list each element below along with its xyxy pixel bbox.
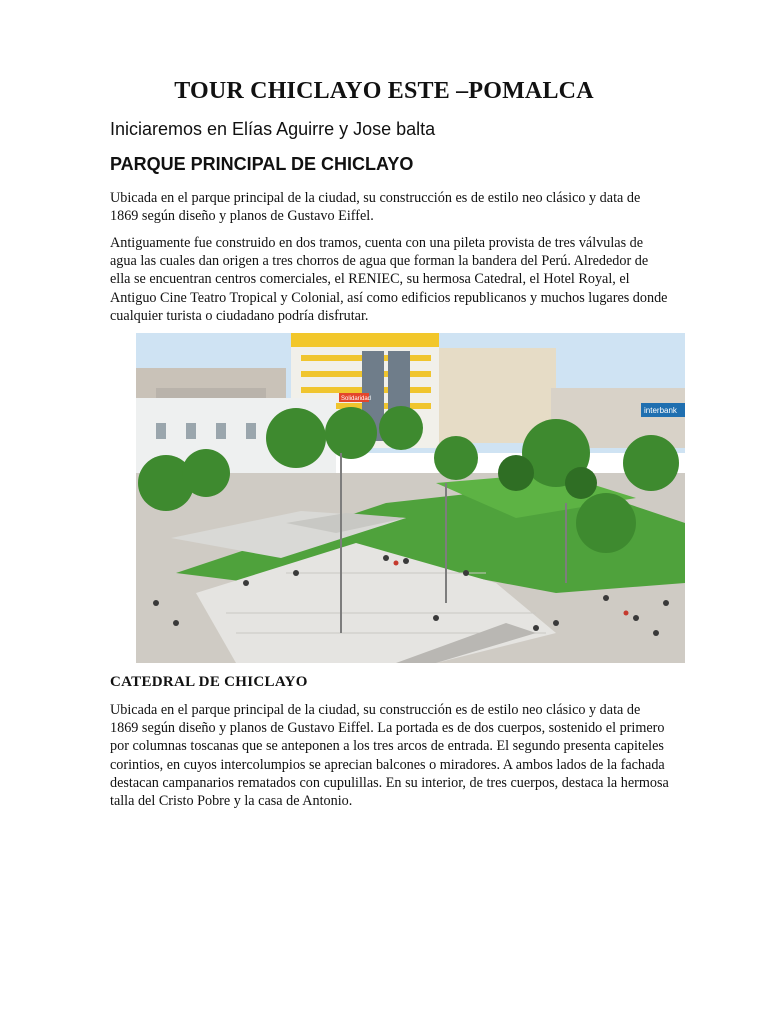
page-title: TOUR CHICLAYO ESTE –POMALCA [174, 78, 594, 104]
page-subtitle: Iniciaremos en Elías Aguirre y Jose balta [110, 119, 436, 139]
photo-sign-interbank: interbank [644, 406, 677, 415]
section-heading-parque: PARQUE PRINCIPAL DE CHICLAYO [110, 154, 414, 174]
plaza-photo-illustration [136, 333, 685, 663]
paragraph-parque-1: Ubicada en el parque principal de la ciudad, su construcción es de estilo neo clásico y data de 1869 según diseño y planos de Gustavo Eiffel. [110, 190, 641, 225]
plaza-photo [136, 333, 685, 663]
photo-sign-solidaridad: Solidaridad [341, 396, 372, 402]
paragraph-parque-2: Antiguamente fue construido en dos tramos, cuenta con una pileta provista de tres válvulas de agua las cuales dan origen a tres chorros de agua que forman la bandera del Perú. Alrededor de ella se encuentran centros comerciales, el RENIEC, su hermosa Catedral, el Hotel Royal, el Antiguo Cine Teatro Tropical y Colonial, así como edificios republicanos y muchos lugares donde cualquier turista o ciudadano podría disfrutar. [110, 235, 668, 324]
paragraph-catedral: Ubicada en el parque principal de la ciudad, su construcción es de estilo neo clásico y data de 1869 según diseño y planos de Gustavo Eiffel. La portada es de dos cuerpos, sostenido el primero por columnas toscanas que se anteponen a los tres arcos de entrada. El segundo presenta capiteles corintios, en cuyos intercolumpios se aprecian balcones o miradores. A ambos lados de la fachada destacan campanarios rematados con cupulillas. En su interior, de tres cuerpos, destaca la hermosa talla del Cristo Pobre y la casa de Antonio. [110, 702, 669, 810]
section-heading-catedral: CATEDRAL DE CHICLAYO [110, 674, 308, 690]
